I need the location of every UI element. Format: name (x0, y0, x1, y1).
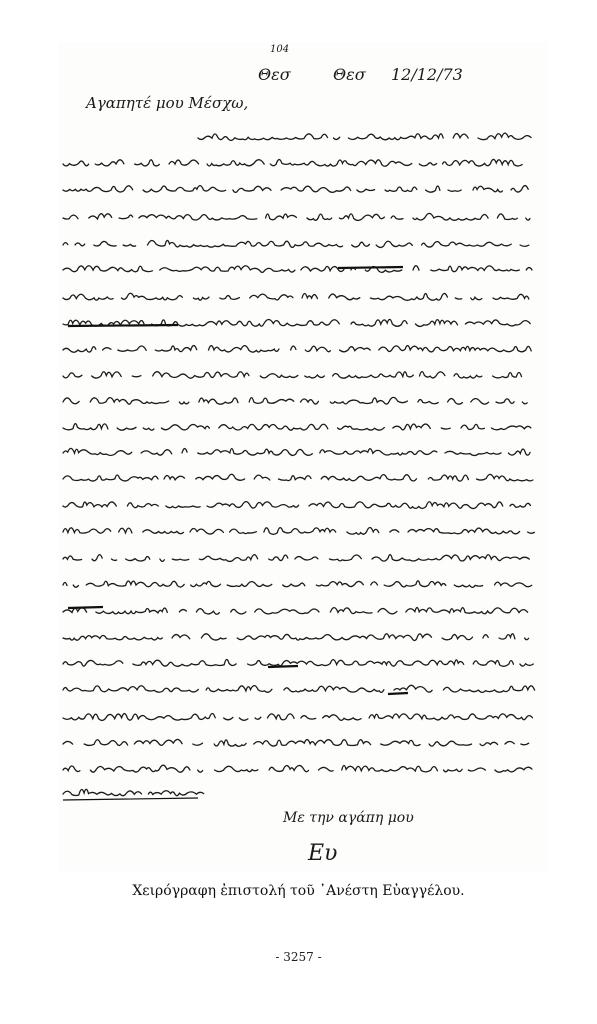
handwriting-stroke (63, 659, 533, 666)
handwriting-stroke (63, 527, 534, 534)
letter-caption: Χειρόγραφη ἐπιστολή τοῦ ᾽Ανέστη Εὐαγγέλου. (132, 883, 465, 899)
strike-through-mark (338, 267, 403, 268)
handwriting-stroke (63, 581, 539, 588)
handwriting-stroke (63, 424, 531, 431)
handwriting-stroke (63, 608, 540, 615)
letter-signoff: Με την αγάπη μου (283, 810, 414, 826)
handwriting-stroke (63, 240, 538, 247)
handwriting-stroke (63, 159, 529, 166)
handwriting-stroke (63, 293, 529, 300)
letter-signature: Ευ (308, 841, 338, 866)
handwriting-stroke (63, 555, 539, 562)
handwriting-stroke (63, 213, 530, 220)
handwriting-stroke (63, 502, 530, 509)
letter-header-number: 104 (270, 44, 290, 55)
handwriting-stroke (63, 372, 529, 379)
handwriting-stroke (63, 634, 529, 641)
handwritten-letter-image (58, 42, 548, 872)
handwriting-stroke (63, 448, 530, 455)
letter-date: 12/12/73 (391, 65, 463, 84)
handwriting-stroke (63, 346, 531, 353)
strike-through-mark (268, 666, 298, 667)
handwriting-stroke (63, 685, 535, 692)
strike-through-mark (68, 325, 178, 326)
strike-through-mark (68, 607, 103, 608)
handwriting-stroke (63, 789, 204, 795)
underline-mark (63, 798, 198, 800)
handwriting-scan (58, 42, 548, 872)
handwriting-stroke (63, 397, 539, 404)
handwriting-stroke (63, 765, 532, 772)
letter-greeting: Αγαπητέ μου Μέσχω, (86, 94, 249, 112)
letter-header-place-2: Θεσ (333, 65, 366, 84)
handwriting-stroke (63, 266, 532, 273)
letter-header-place: Θεσ (258, 65, 291, 84)
handwriting-stroke (63, 739, 529, 746)
handwriting-stroke (198, 133, 541, 140)
page-number: - 3257 - (275, 950, 322, 964)
strike-through-mark (388, 693, 408, 694)
handwriting-stroke (63, 474, 533, 481)
handwriting-stroke (63, 714, 532, 721)
handwriting-stroke (63, 186, 528, 193)
